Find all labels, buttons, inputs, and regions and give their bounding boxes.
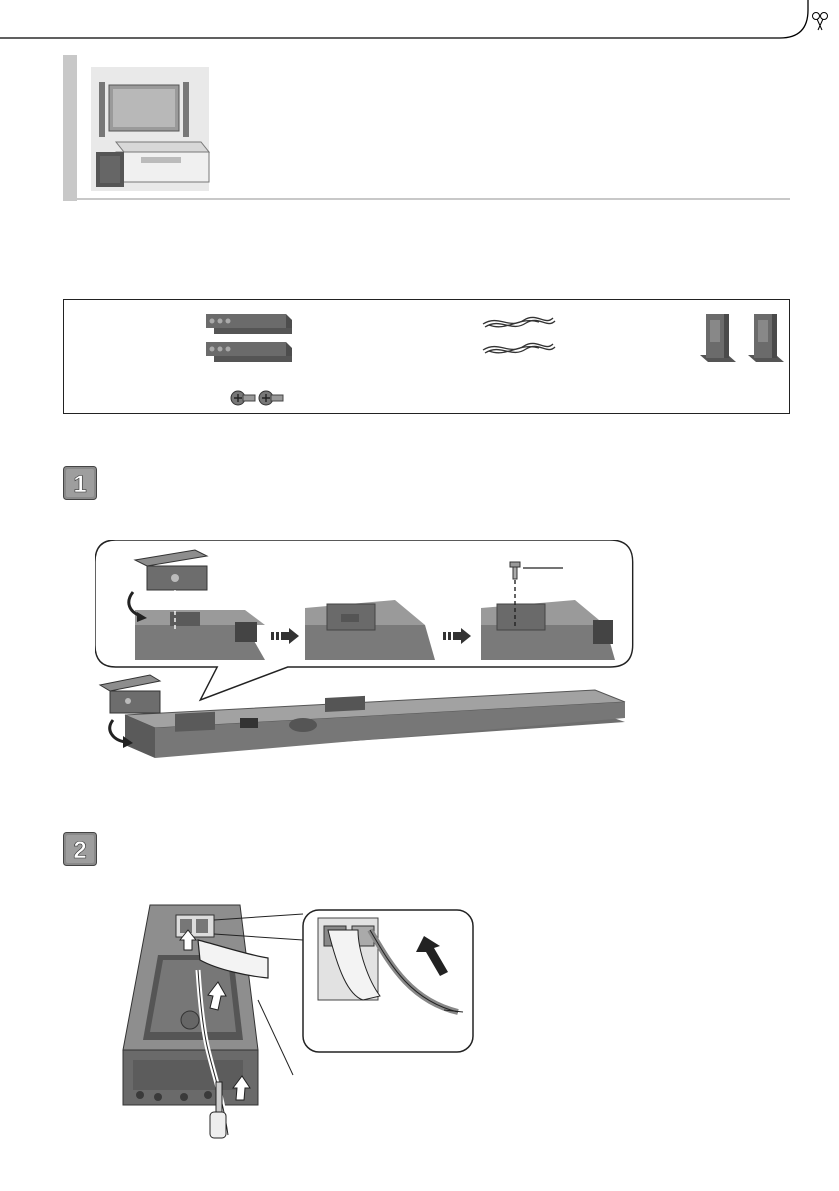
- header-side-bar: [63, 55, 77, 201]
- step-1-badge: [63, 466, 97, 500]
- cut-line: [0, 0, 839, 60]
- speaker-cable-pair-icon: [479, 312, 559, 362]
- parts-box: [63, 299, 790, 414]
- screw-pair-icon: [227, 386, 287, 410]
- stand-attach-illustration: [95, 540, 635, 795]
- terminal-closeup: [303, 910, 473, 1052]
- step-2-number: 2: [73, 837, 87, 864]
- step-1-number: 1: [73, 471, 87, 498]
- cable-connect-illustration: [118, 900, 478, 1140]
- section-header: [63, 55, 790, 201]
- stand-part: [100, 675, 160, 713]
- front-speaker-pair-icon: [204, 308, 296, 368]
- tv-speaker-room-icon: [91, 67, 211, 192]
- step-2-badge: [63, 832, 97, 866]
- speaker-stand-pair-icon: [698, 310, 788, 370]
- header-rule: [77, 198, 790, 200]
- scissors-icon: [0, 0, 839, 60]
